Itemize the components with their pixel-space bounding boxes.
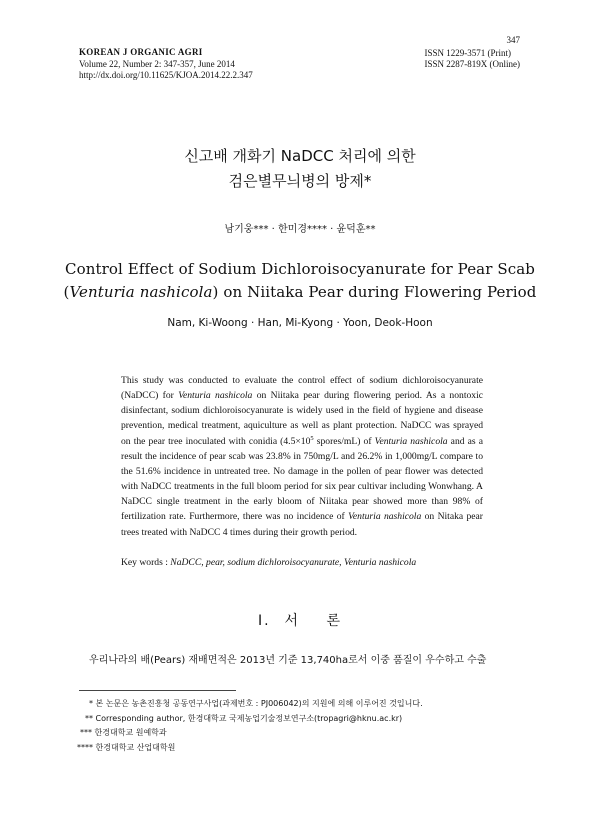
- footnote-1: * 본 논문은 농촌진흥청 공동연구사업(과제번호 : PJ006042)의 지원에 의해 이루어진 것입니다.: [89, 699, 423, 708]
- abstract: [121, 373, 483, 540]
- english-title-line-2: [0, 281, 600, 304]
- journal-name: KOREAN J ORGANIC AGRI: [79, 47, 203, 57]
- english-title-line-2-rest: ) on Niitaka Pear during Flowering Period: [212, 283, 537, 301]
- section-title: 서 론: [284, 613, 343, 629]
- korean-title-line-1: 신고배 개화기 NaDCC 처리에 의한: [184, 147, 416, 165]
- abstract-part-3: spores/mL) of: [313, 435, 375, 447]
- korean-title-line-2: 검은별무늬병의 방제*: [228, 172, 372, 190]
- abstract-species-1: Venturia nashicola: [178, 390, 253, 402]
- english-authors: Nam, Ki-Woong · Han, Mi-Kyong · Yoon, Deok-Hoon: [167, 317, 433, 329]
- header-left: [79, 47, 253, 82]
- body-paragraph: 우리나라의 배(Pears) 재배면적은 2013년 기준 13,740ha로서 이중 품질이 우수하고 수출: [89, 655, 487, 666]
- abstract-part-1: This study was conducted to evaluate the control effect of sodium dichloroisocyanurate (NaDCC) for: [121, 375, 483, 402]
- english-title-line-1: Control Effect of Sodium Dichloroisocyanurate for Pear Scab: [65, 260, 535, 278]
- section-number: Ⅰ.: [257, 613, 271, 629]
- footnote-divider: [79, 690, 236, 691]
- keywords-label: Key words :: [121, 557, 171, 568]
- footnote-2: ** Corresponding author, 한경대학교 국제농업기술정보연구소(tropagri@hknu.ac.kr): [85, 713, 403, 723]
- volume-info: Volume 22, Number 2: 347-357, June 2014: [79, 58, 235, 69]
- header-right: [425, 35, 521, 71]
- footnote-3: *** 한경대학교 원예학과: [80, 728, 167, 737]
- abstract-part-5: on Nitaka pear trees treated with NaDCC 4 times during their growth period.: [121, 511, 484, 538]
- abstract-species-2: Venturia nashicola: [374, 435, 448, 447]
- korean-authors: 남기웅*** · 한미경**** · 윤덕훈**: [224, 224, 376, 235]
- english-title: [0, 258, 600, 304]
- abstract-part-4: and as a result the incidence of pear scab was 23.8% in 750mg/L and 26.2% in 1,000mg/L compare to the 51.6% incidence in untreated tree. No damage in the pollen of pear flower was detected with NaDCC treatments in the full bloom period for six pear cultivar including Wonwhang. A NaDCC single treatment in the early bloom of Niitaka pear showed more than 98% of fertilization rate. Furthermore, there was no incidence of: [121, 435, 483, 523]
- abstract-exponent: 5: [310, 434, 314, 442]
- footnotes: [60, 697, 423, 755]
- issn-online: ISSN 2287-819X (Online): [424, 59, 520, 69]
- english-title-paren: (: [63, 283, 70, 301]
- section-heading: [0, 610, 600, 630]
- korean-title: [0, 144, 600, 194]
- english-title-species: Venturia nashicola: [69, 283, 213, 301]
- footnote-4: **** 한경대학교 산업대학원: [77, 742, 176, 752]
- doi-link[interactable]: http://dx.doi.org/10.11625/KJOA.2014.22.2.347: [79, 70, 253, 80]
- keywords-values: NaDCC, pear, sodium dichloroisocyanurate, Venturia nashicola: [170, 557, 417, 568]
- page-number: 347: [506, 35, 520, 45]
- abstract-part-2: on Niitaka pear during flowering period. As a nontoxic disinfectant, sodium dichloroisocyanurate is widely used in the field of hygiene and disease prevention, medical treatment, aquiculture as well as plant protection. NaDCC was sprayed on the pear tree inoculated with conidia (4.5×10: [121, 390, 483, 447]
- abstract-species-3: Venturia nashicola: [348, 511, 422, 523]
- keywords: [121, 557, 483, 568]
- issn-print: ISSN 1229-3571 (Print): [424, 47, 512, 58]
